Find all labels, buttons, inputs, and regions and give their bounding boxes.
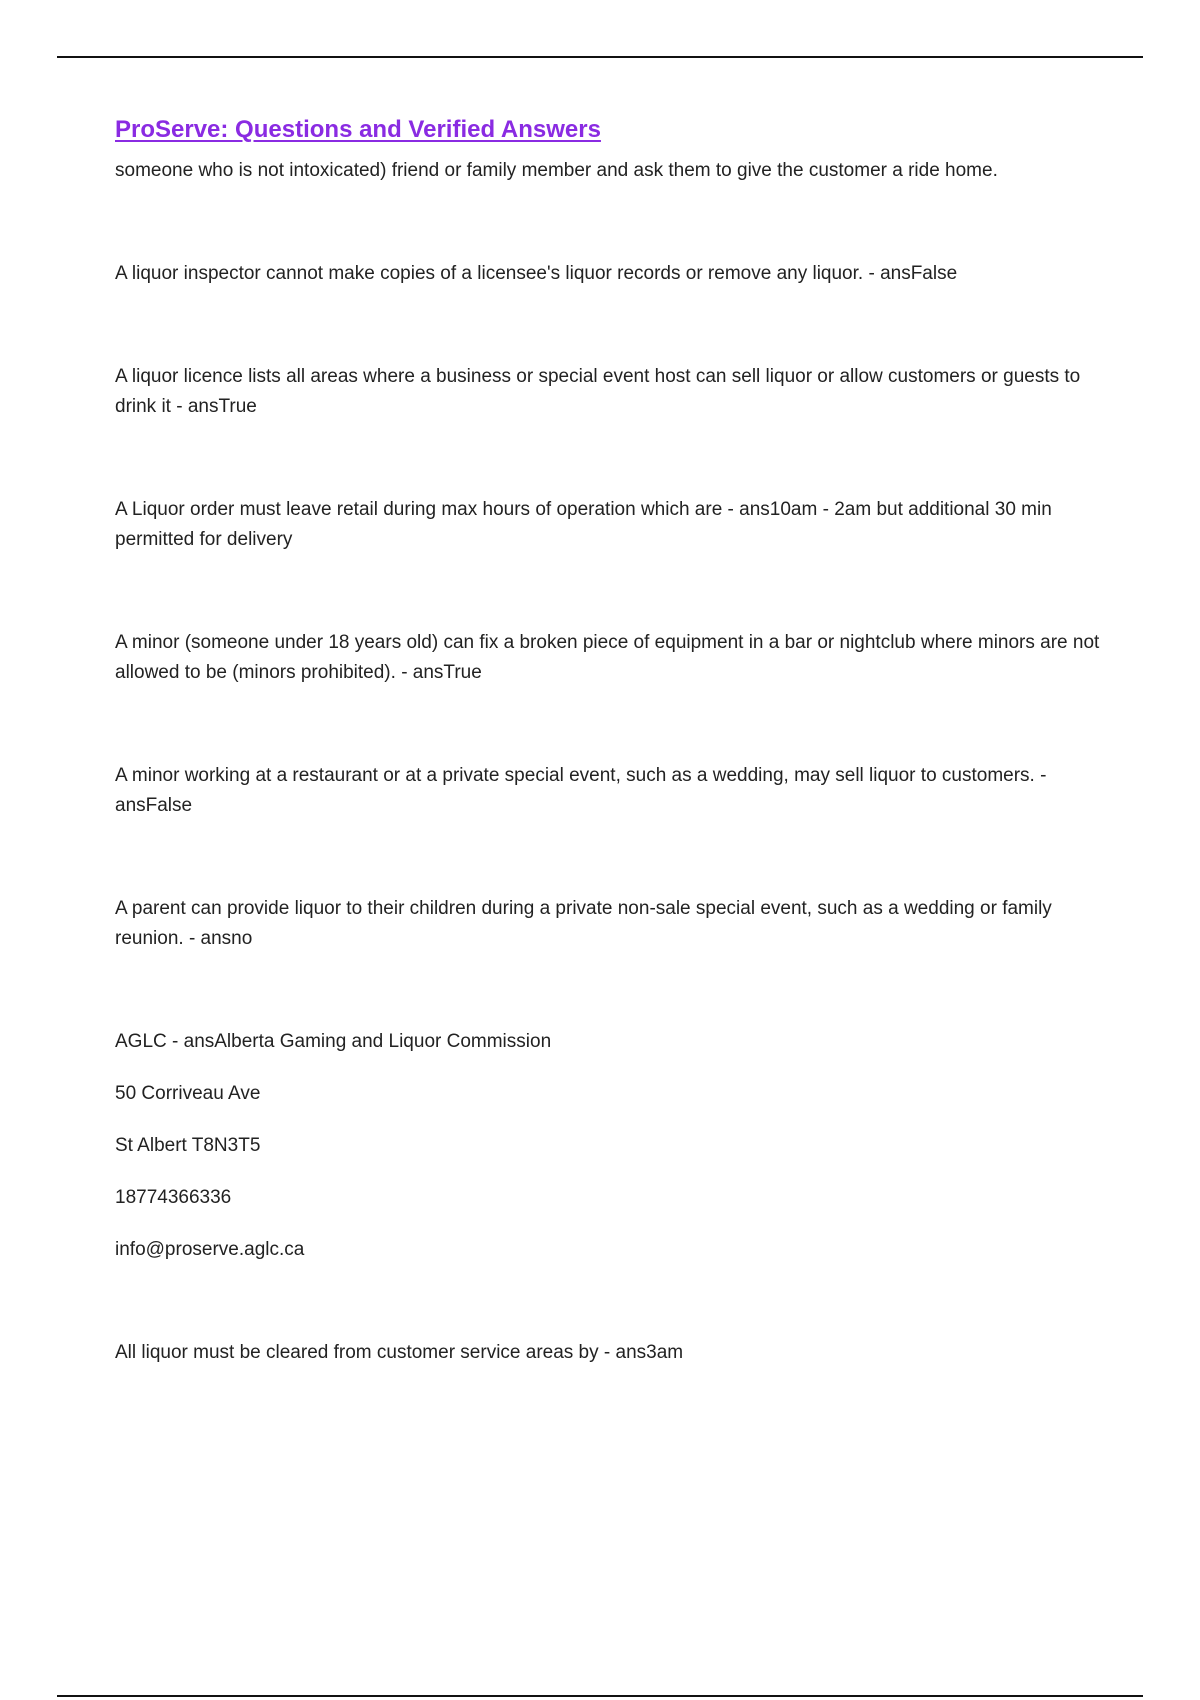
page-title-link[interactable]: ProServe: Questions and Verified Answers [115, 116, 601, 143]
qa-entry-parent: A parent can provide liquor to their children during a private non-sale special event, such as a wedding or family reunion. - ansno [115, 898, 1052, 949]
qa-entry-order-hours: A Liquor order must leave retail during max hours of operation which are - ans10am - 2am but additional 30 min permitted for delivery [115, 499, 1052, 550]
qa-entry-licence-areas: A liquor licence lists all areas where a business or special event host can sell liquor or allow customers or guests to drink it - ansTrue [115, 366, 1081, 417]
aglc-name: AGLC - ansAlberta Gaming and Liquor Commission [115, 1031, 552, 1052]
qa-entry-minor-equipment: A minor (someone under 18 years old) can fix a broken piece of equipment in a bar or nightclub where minors are not allowed to be (minors prohibited). - ansTrue [115, 632, 1100, 683]
aglc-contact-block [115, 1027, 1125, 1265]
aglc-city: St Albert T8N3T5 [115, 1135, 261, 1156]
aglc-address: 50 Corriveau Ave [115, 1083, 261, 1104]
document-page [115, 116, 1125, 1368]
qa-entry-inspector: A liquor inspector cannot make copies of a licensee's liquor records or remove any liquor. - ansFalse [115, 263, 958, 284]
qa-entry-clear-time: All liquor must be cleared from customer service areas by - ans3am [115, 1342, 684, 1363]
aglc-email: info@proserve.aglc.ca [115, 1239, 305, 1260]
qa-entry-minor-sell: A minor working at a restaurant or at a private special event, such as a wedding, may sell liquor to customers. - ansFalse [115, 765, 1047, 816]
header-divider [57, 56, 1143, 58]
aglc-phone: 18774366336 [115, 1187, 232, 1208]
footer-divider [57, 1695, 1143, 1697]
qa-entry-continuation: someone who is not intoxicated) friend or family member and ask them to give the customer a ride home. [115, 160, 998, 181]
